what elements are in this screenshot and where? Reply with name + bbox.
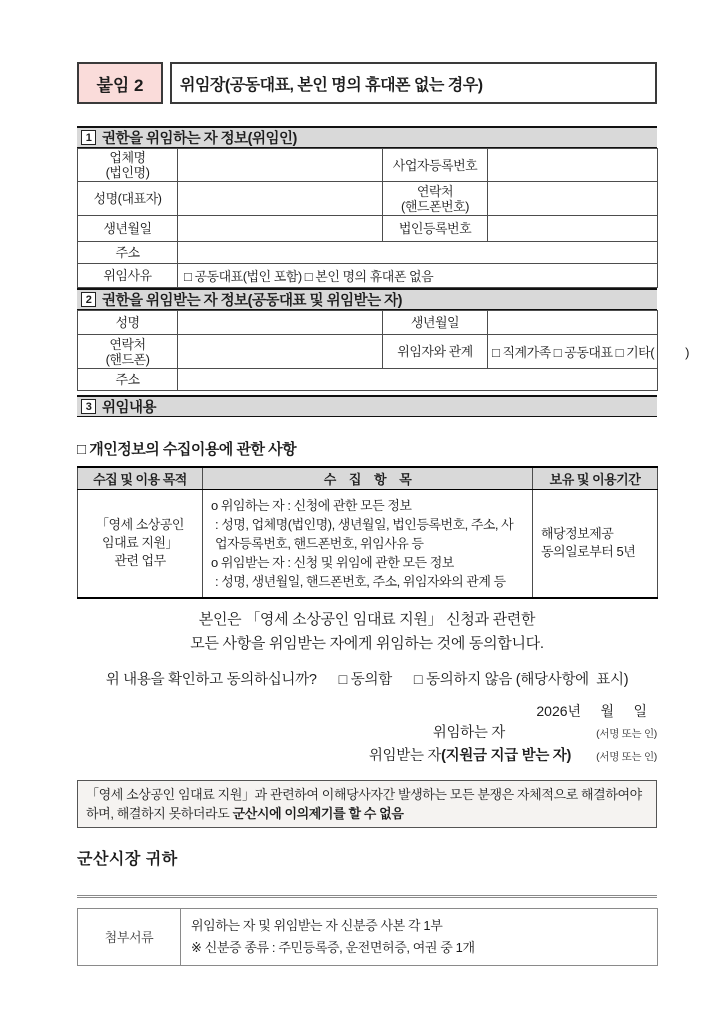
relation-checkboxes[interactable]: □ 직계가족 □ 공동대표 □ 기타( ) <box>488 335 658 369</box>
section2-title: 권한을 위임받는 자 정보(공동대표 및 위임받는 자) <box>102 293 402 309</box>
consent-question-row <box>77 668 657 689</box>
purpose-line: 관련 업무 <box>114 553 166 568</box>
table-row <box>78 908 658 965</box>
col-header-purpose: 수집 및 이용 목적 <box>78 467 203 489</box>
delegatee-contact-label <box>78 335 178 369</box>
contact-label-line1: 연락처 <box>416 183 454 199</box>
signature-date: 2026년 월 일 <box>536 702 647 719</box>
representative-name-label: 성명(대표자) <box>78 182 178 216</box>
delegatee-birthdate-field[interactable] <box>488 311 658 335</box>
table-row <box>78 264 658 288</box>
delegation-reason-label: 위임사유 <box>78 264 178 288</box>
corp-number-label: 법인등록번호 <box>383 216 488 242</box>
section1-number-icon: 1 <box>81 130 96 145</box>
section3-number-icon: 3 <box>81 399 96 414</box>
company-name-label-line1: 업체명 <box>109 150 146 165</box>
business-number-field[interactable] <box>488 149 658 182</box>
col-header-period: 보유 및 이용기간 <box>533 467 658 489</box>
delegatee-address-field[interactable] <box>178 369 658 391</box>
address-field[interactable] <box>178 242 658 264</box>
purpose-line: 임대료 지원」 <box>102 535 178 550</box>
page-title: 위임장(공동대표, 본인 명의 휴대폰 없는 경우) <box>170 62 657 104</box>
delegatee-signer-label-bold: (지원금 지급 받는 자) <box>441 747 571 764</box>
period-line: 해당정보제공 <box>541 526 614 541</box>
delegatee-contact-label-line2: (핸드폰) <box>105 351 150 367</box>
table-row <box>78 182 658 216</box>
items-line: o 위임받는 자 : 신청 및 위임에 관한 모든 정보 <box>211 554 454 570</box>
delegatee-signature-row <box>77 744 657 767</box>
col-header-items: 수 집 항 목 <box>203 467 533 489</box>
privacy-heading: □ 개인정보의 수집이용에 관한 사항 <box>77 441 297 458</box>
birthdate-field[interactable] <box>178 216 383 242</box>
section2-header <box>77 288 657 310</box>
attachment-table <box>77 908 658 966</box>
notice-text: 「영세 소상공인 임대료 지원」과 관련하여 이해당사자간 발생하는 모든 분쟁은 자체적으로 해결하여야 하며, 해결하지 못하더라도 <box>86 786 642 821</box>
contact-label-line2: (핸드폰번호) <box>401 198 469 214</box>
privacy-body-row <box>78 489 658 598</box>
corp-number-field[interactable] <box>488 216 658 242</box>
consent-line1: 본인은 「영세 소상공인 임대료 지원」 신청과 관련한 <box>198 610 536 628</box>
delegatee-address-label: 주소 <box>78 369 178 391</box>
representative-name-field[interactable] <box>178 182 383 216</box>
delegator-seal-note: (서명 또는 인) <box>596 727 657 740</box>
delegator-info-table <box>77 148 658 288</box>
privacy-table <box>77 466 658 599</box>
delegatee-contact-label-line1: 연락처 <box>109 336 146 352</box>
delegator-signature-row <box>77 721 657 744</box>
table-row <box>78 149 658 182</box>
disagree-checkbox[interactable]: □ 동의하지 않음 (해당사항에 표시) <box>413 671 629 688</box>
table-row <box>78 369 658 391</box>
delegatee-birthdate-label: 생년월일 <box>383 311 488 335</box>
section2-number-icon: 2 <box>81 292 96 307</box>
consent-question: 위 내용을 확인하고 동의하십니까? <box>105 671 317 688</box>
company-name-field[interactable] <box>178 149 383 182</box>
table-row <box>78 311 658 335</box>
delegatee-info-table <box>77 310 689 391</box>
attachment-line1: 위임하는 자 및 위임받는 자 신분증 사본 각 1부 <box>191 917 443 933</box>
attachment-line2: ※ 신분증 종류 : 주민등록증, 운전면허증, 여권 중 1개 <box>191 939 475 955</box>
section3-title: 위임내용 <box>102 400 157 416</box>
document-header <box>77 62 657 104</box>
delegatee-name-field[interactable] <box>178 311 383 335</box>
section3-header <box>77 395 657 417</box>
table-row <box>78 335 658 369</box>
document-page <box>77 62 689 966</box>
section1-header <box>77 126 657 148</box>
attachment-content <box>181 908 658 965</box>
delegatee-contact-field[interactable] <box>178 335 383 369</box>
double-divider <box>77 895 657 898</box>
collection-items-cell <box>203 489 533 598</box>
notice-text-bold: 군산시에 이의제기를 할 수 없음 <box>232 805 404 821</box>
recipient-line: 군산시장 귀하 <box>77 850 178 868</box>
purpose-line: 「영세 소상공인 <box>96 517 184 532</box>
delegatee-signer-label <box>369 744 571 765</box>
period-line: 동의일로부터 5년 <box>541 544 636 559</box>
address-label: 주소 <box>78 242 178 264</box>
relation-label: 위임자와 관계 <box>383 335 488 369</box>
items-line: : 성명, 업체명(법인명), 생년월일, 법인등록번호, 주소, 사업자등록번호, 핸드폰번호, 위임사유 등 <box>215 516 514 551</box>
birthdate-label: 생년월일 <box>78 216 178 242</box>
delegator-signer-label: 위임하는 자 <box>432 724 505 741</box>
attachment-label: 첨부서류 <box>78 908 181 965</box>
delegatee-name-label: 성명 <box>78 311 178 335</box>
items-line: : 성명, 생년월일, 핸드폰번호, 주소, 위임자와의 관계 등 <box>215 573 506 589</box>
delegatee-seal-note: (서명 또는 인) <box>596 750 657 763</box>
contact-field[interactable] <box>488 182 658 216</box>
company-name-label <box>78 149 178 182</box>
delegatee-signer-label-normal: 위임받는 자 <box>368 747 442 764</box>
items-line: o 위임하는 자 : 신청에 관한 모든 정보 <box>211 497 412 513</box>
company-name-label-line2: (법인명) <box>105 165 150 180</box>
retention-period-cell <box>533 489 658 598</box>
consent-line2: 모든 사항을 위임받는 자에게 위임하는 것에 동의합니다. <box>190 634 544 652</box>
privacy-header-row <box>78 467 658 489</box>
dispute-notice-box <box>77 780 657 828</box>
section1-title: 권한을 위임하는 자 정보(위임인) <box>102 131 297 147</box>
attachment-badge: 붙임 2 <box>77 62 163 104</box>
table-row <box>78 216 658 242</box>
business-number-label: 사업자등록번호 <box>383 149 488 182</box>
consent-statement <box>77 608 657 656</box>
table-row <box>78 242 658 264</box>
delegation-reason-checkboxes[interactable]: □ 공동대표(법인 포함) □ 본인 명의 휴대폰 없음 <box>178 264 658 288</box>
contact-label <box>383 182 488 216</box>
collection-purpose-cell <box>78 489 203 598</box>
agree-checkbox[interactable]: □ 동의함 <box>338 671 392 688</box>
